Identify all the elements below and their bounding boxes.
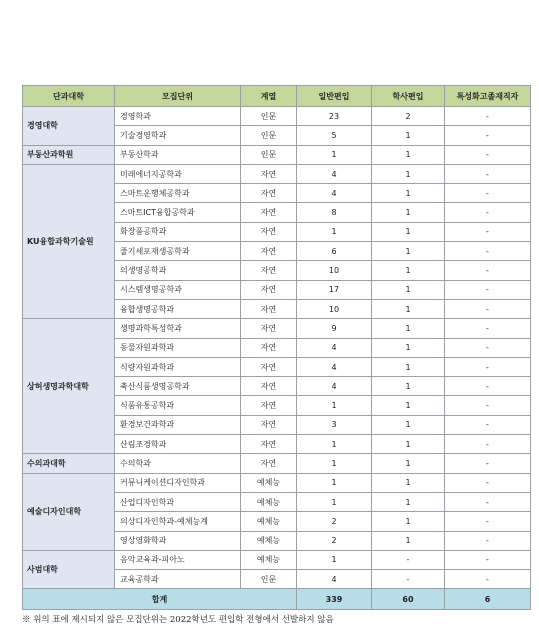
dept-cell: 커뮤니케이션디자인학과 (115, 473, 241, 492)
bachelor-transfer-cell: 1 (372, 280, 445, 299)
total-general: 339 (297, 589, 372, 610)
field-cell: 인문 (241, 145, 297, 164)
field-cell: 자연 (241, 319, 297, 338)
college-cell: 부동산과학원 (23, 145, 115, 164)
bachelor-transfer-cell: 1 (372, 338, 445, 357)
bachelor-transfer-cell: 1 (372, 435, 445, 454)
bachelor-transfer-cell: 1 (372, 396, 445, 415)
dept-cell: 스마트ICT융합공학과 (115, 203, 241, 222)
dept-cell: 식량자원과학과 (115, 357, 241, 376)
bachelor-transfer-cell: 1 (372, 492, 445, 511)
special-cell: - (445, 145, 531, 164)
bachelor-transfer-cell: 1 (372, 164, 445, 183)
general-transfer-cell: 9 (297, 319, 372, 338)
field-cell: 자연 (241, 242, 297, 261)
table-row (23, 164, 531, 183)
bachelor-transfer-cell: - (372, 550, 445, 569)
header-college: 단과대학 (23, 86, 115, 107)
bachelor-transfer-cell: 1 (372, 184, 445, 203)
field-cell: 예체능 (241, 473, 297, 492)
dept-cell: 줄기세포재생공학과 (115, 242, 241, 261)
table-row (23, 550, 531, 569)
special-cell: - (445, 164, 531, 183)
college-cell: 예술디자인대학 (23, 473, 115, 550)
general-transfer-cell: 1 (297, 222, 372, 241)
bachelor-transfer-cell: 1 (372, 145, 445, 164)
total-special: 6 (445, 589, 531, 610)
field-cell: 자연 (241, 299, 297, 318)
special-cell: - (445, 357, 531, 376)
college-cell: 사범대학 (23, 550, 115, 589)
total-bachelor: 60 (372, 589, 445, 610)
bachelor-transfer-cell: 1 (372, 454, 445, 473)
bachelor-transfer-cell: 1 (372, 319, 445, 338)
field-cell: 자연 (241, 454, 297, 473)
special-cell: - (445, 435, 531, 454)
general-transfer-cell: 17 (297, 280, 372, 299)
special-cell: - (445, 396, 531, 415)
dept-cell: 의생명공학과 (115, 261, 241, 280)
dept-cell: 스마트운행체공학과 (115, 184, 241, 203)
field-cell: 자연 (241, 164, 297, 183)
special-cell: - (445, 242, 531, 261)
special-cell: - (445, 550, 531, 569)
field-cell: 자연 (241, 203, 297, 222)
general-transfer-cell: 1 (297, 145, 372, 164)
college-cell: 경영대학 (23, 107, 115, 146)
field-cell: 자연 (241, 280, 297, 299)
general-transfer-cell: 1 (297, 435, 372, 454)
dept-cell: 기술경영학과 (115, 126, 241, 145)
table-row (23, 454, 531, 473)
general-transfer-cell: 2 (297, 531, 372, 550)
table-row (23, 473, 531, 492)
field-cell: 예체능 (241, 531, 297, 550)
dept-cell: 경영학과 (115, 107, 241, 126)
general-transfer-cell: 4 (297, 377, 372, 396)
special-cell: - (445, 512, 531, 531)
special-cell: - (445, 473, 531, 492)
table-body (23, 107, 531, 589)
dept-cell: 영상영화학과 (115, 531, 241, 550)
special-cell: - (445, 299, 531, 318)
header-field: 계열 (241, 86, 297, 107)
special-cell: - (445, 570, 531, 589)
special-cell: - (445, 531, 531, 550)
special-cell: - (445, 280, 531, 299)
dept-cell: 환경보건과학과 (115, 415, 241, 434)
dept-cell: 음악교육과-피아노 (115, 550, 241, 569)
general-transfer-cell: 1 (297, 454, 372, 473)
dept-cell: 수의학과 (115, 454, 241, 473)
header-special-vocational: 특성화고졸재직자 (445, 86, 531, 107)
special-cell: - (445, 126, 531, 145)
bachelor-transfer-cell: 1 (372, 531, 445, 550)
general-transfer-cell: 23 (297, 107, 372, 126)
special-cell: - (445, 203, 531, 222)
dept-cell: 산림조경학과 (115, 435, 241, 454)
general-transfer-cell: 4 (297, 338, 372, 357)
special-cell: - (445, 319, 531, 338)
bachelor-transfer-cell: 1 (372, 242, 445, 261)
special-cell: - (445, 338, 531, 357)
college-cell: 수의과대학 (23, 454, 115, 473)
field-cell: 예체능 (241, 512, 297, 531)
general-transfer-cell: 10 (297, 299, 372, 318)
field-cell: 예체능 (241, 550, 297, 569)
bachelor-transfer-cell: 1 (372, 377, 445, 396)
general-transfer-cell: 5 (297, 126, 372, 145)
field-cell: 자연 (241, 415, 297, 434)
bachelor-transfer-cell: 1 (372, 126, 445, 145)
header-bachelor-transfer: 학사편입 (372, 86, 445, 107)
header-row (23, 86, 531, 107)
special-cell: - (445, 492, 531, 511)
dept-cell: 미래에너지공학과 (115, 164, 241, 183)
dept-cell: 의상디자인학과-예체능계 (115, 512, 241, 531)
dept-cell: 부동산학과 (115, 145, 241, 164)
bachelor-transfer-cell: 1 (372, 473, 445, 492)
dept-cell: 교육공학과 (115, 570, 241, 589)
dept-cell: 생명과학특성학과 (115, 319, 241, 338)
dept-cell: 동물자원과학과 (115, 338, 241, 357)
special-cell: - (445, 184, 531, 203)
dept-cell: 화장품공학과 (115, 222, 241, 241)
general-transfer-cell: 4 (297, 357, 372, 376)
table-row (23, 145, 531, 164)
bachelor-transfer-cell: 1 (372, 299, 445, 318)
field-cell: 예체능 (241, 492, 297, 511)
general-transfer-cell: 10 (297, 261, 372, 280)
general-transfer-cell: 4 (297, 164, 372, 183)
general-transfer-cell: 1 (297, 492, 372, 511)
bachelor-transfer-cell: 2 (372, 107, 445, 126)
special-cell: - (445, 107, 531, 126)
total-row (23, 589, 531, 610)
dept-cell: 시스템생명공학과 (115, 280, 241, 299)
general-transfer-cell: 1 (297, 473, 372, 492)
field-cell: 자연 (241, 338, 297, 357)
dept-cell: 식품유통공학과 (115, 396, 241, 415)
bachelor-transfer-cell: 1 (372, 222, 445, 241)
field-cell: 자연 (241, 357, 297, 376)
special-cell: - (445, 222, 531, 241)
general-transfer-cell: 2 (297, 512, 372, 531)
special-cell: - (445, 261, 531, 280)
field-cell: 인문 (241, 107, 297, 126)
special-cell: - (445, 454, 531, 473)
field-cell: 인문 (241, 126, 297, 145)
field-cell: 자연 (241, 377, 297, 396)
bachelor-transfer-cell: 1 (372, 512, 445, 531)
bachelor-transfer-cell: 1 (372, 357, 445, 376)
dept-cell: 산업디자인학과 (115, 492, 241, 511)
admissions-table (22, 85, 531, 610)
table-row (23, 319, 531, 338)
table-row (23, 107, 531, 126)
dept-cell: 융합생명공학과 (115, 299, 241, 318)
footnote: ※ 위의 표에 제시되지 않은 모집단위는 2022학년도 편입학 전형에서 선발하지 않음 (22, 615, 334, 625)
general-transfer-cell: 4 (297, 570, 372, 589)
field-cell: 자연 (241, 435, 297, 454)
field-cell: 자연 (241, 222, 297, 241)
bachelor-transfer-cell: 1 (372, 415, 445, 434)
college-cell: 상허생명과학대학 (23, 319, 115, 454)
field-cell: 자연 (241, 184, 297, 203)
general-transfer-cell: 6 (297, 242, 372, 261)
bachelor-transfer-cell: 1 (372, 203, 445, 222)
general-transfer-cell: 3 (297, 415, 372, 434)
field-cell: 인문 (241, 570, 297, 589)
field-cell: 자연 (241, 261, 297, 280)
general-transfer-cell: 1 (297, 396, 372, 415)
general-transfer-cell: 8 (297, 203, 372, 222)
bachelor-transfer-cell: 1 (372, 261, 445, 280)
field-cell: 자연 (241, 396, 297, 415)
bachelor-transfer-cell: - (372, 570, 445, 589)
dept-cell: 축산식품생명공학과 (115, 377, 241, 396)
special-cell: - (445, 415, 531, 434)
header-general-transfer: 일반편입 (297, 86, 372, 107)
header-unit: 모집단위 (115, 86, 241, 107)
general-transfer-cell: 4 (297, 184, 372, 203)
general-transfer-cell: 1 (297, 550, 372, 569)
college-cell: KU융합과학기술원 (23, 164, 115, 318)
total-label: 합계 (23, 589, 297, 610)
special-cell: - (445, 377, 531, 396)
